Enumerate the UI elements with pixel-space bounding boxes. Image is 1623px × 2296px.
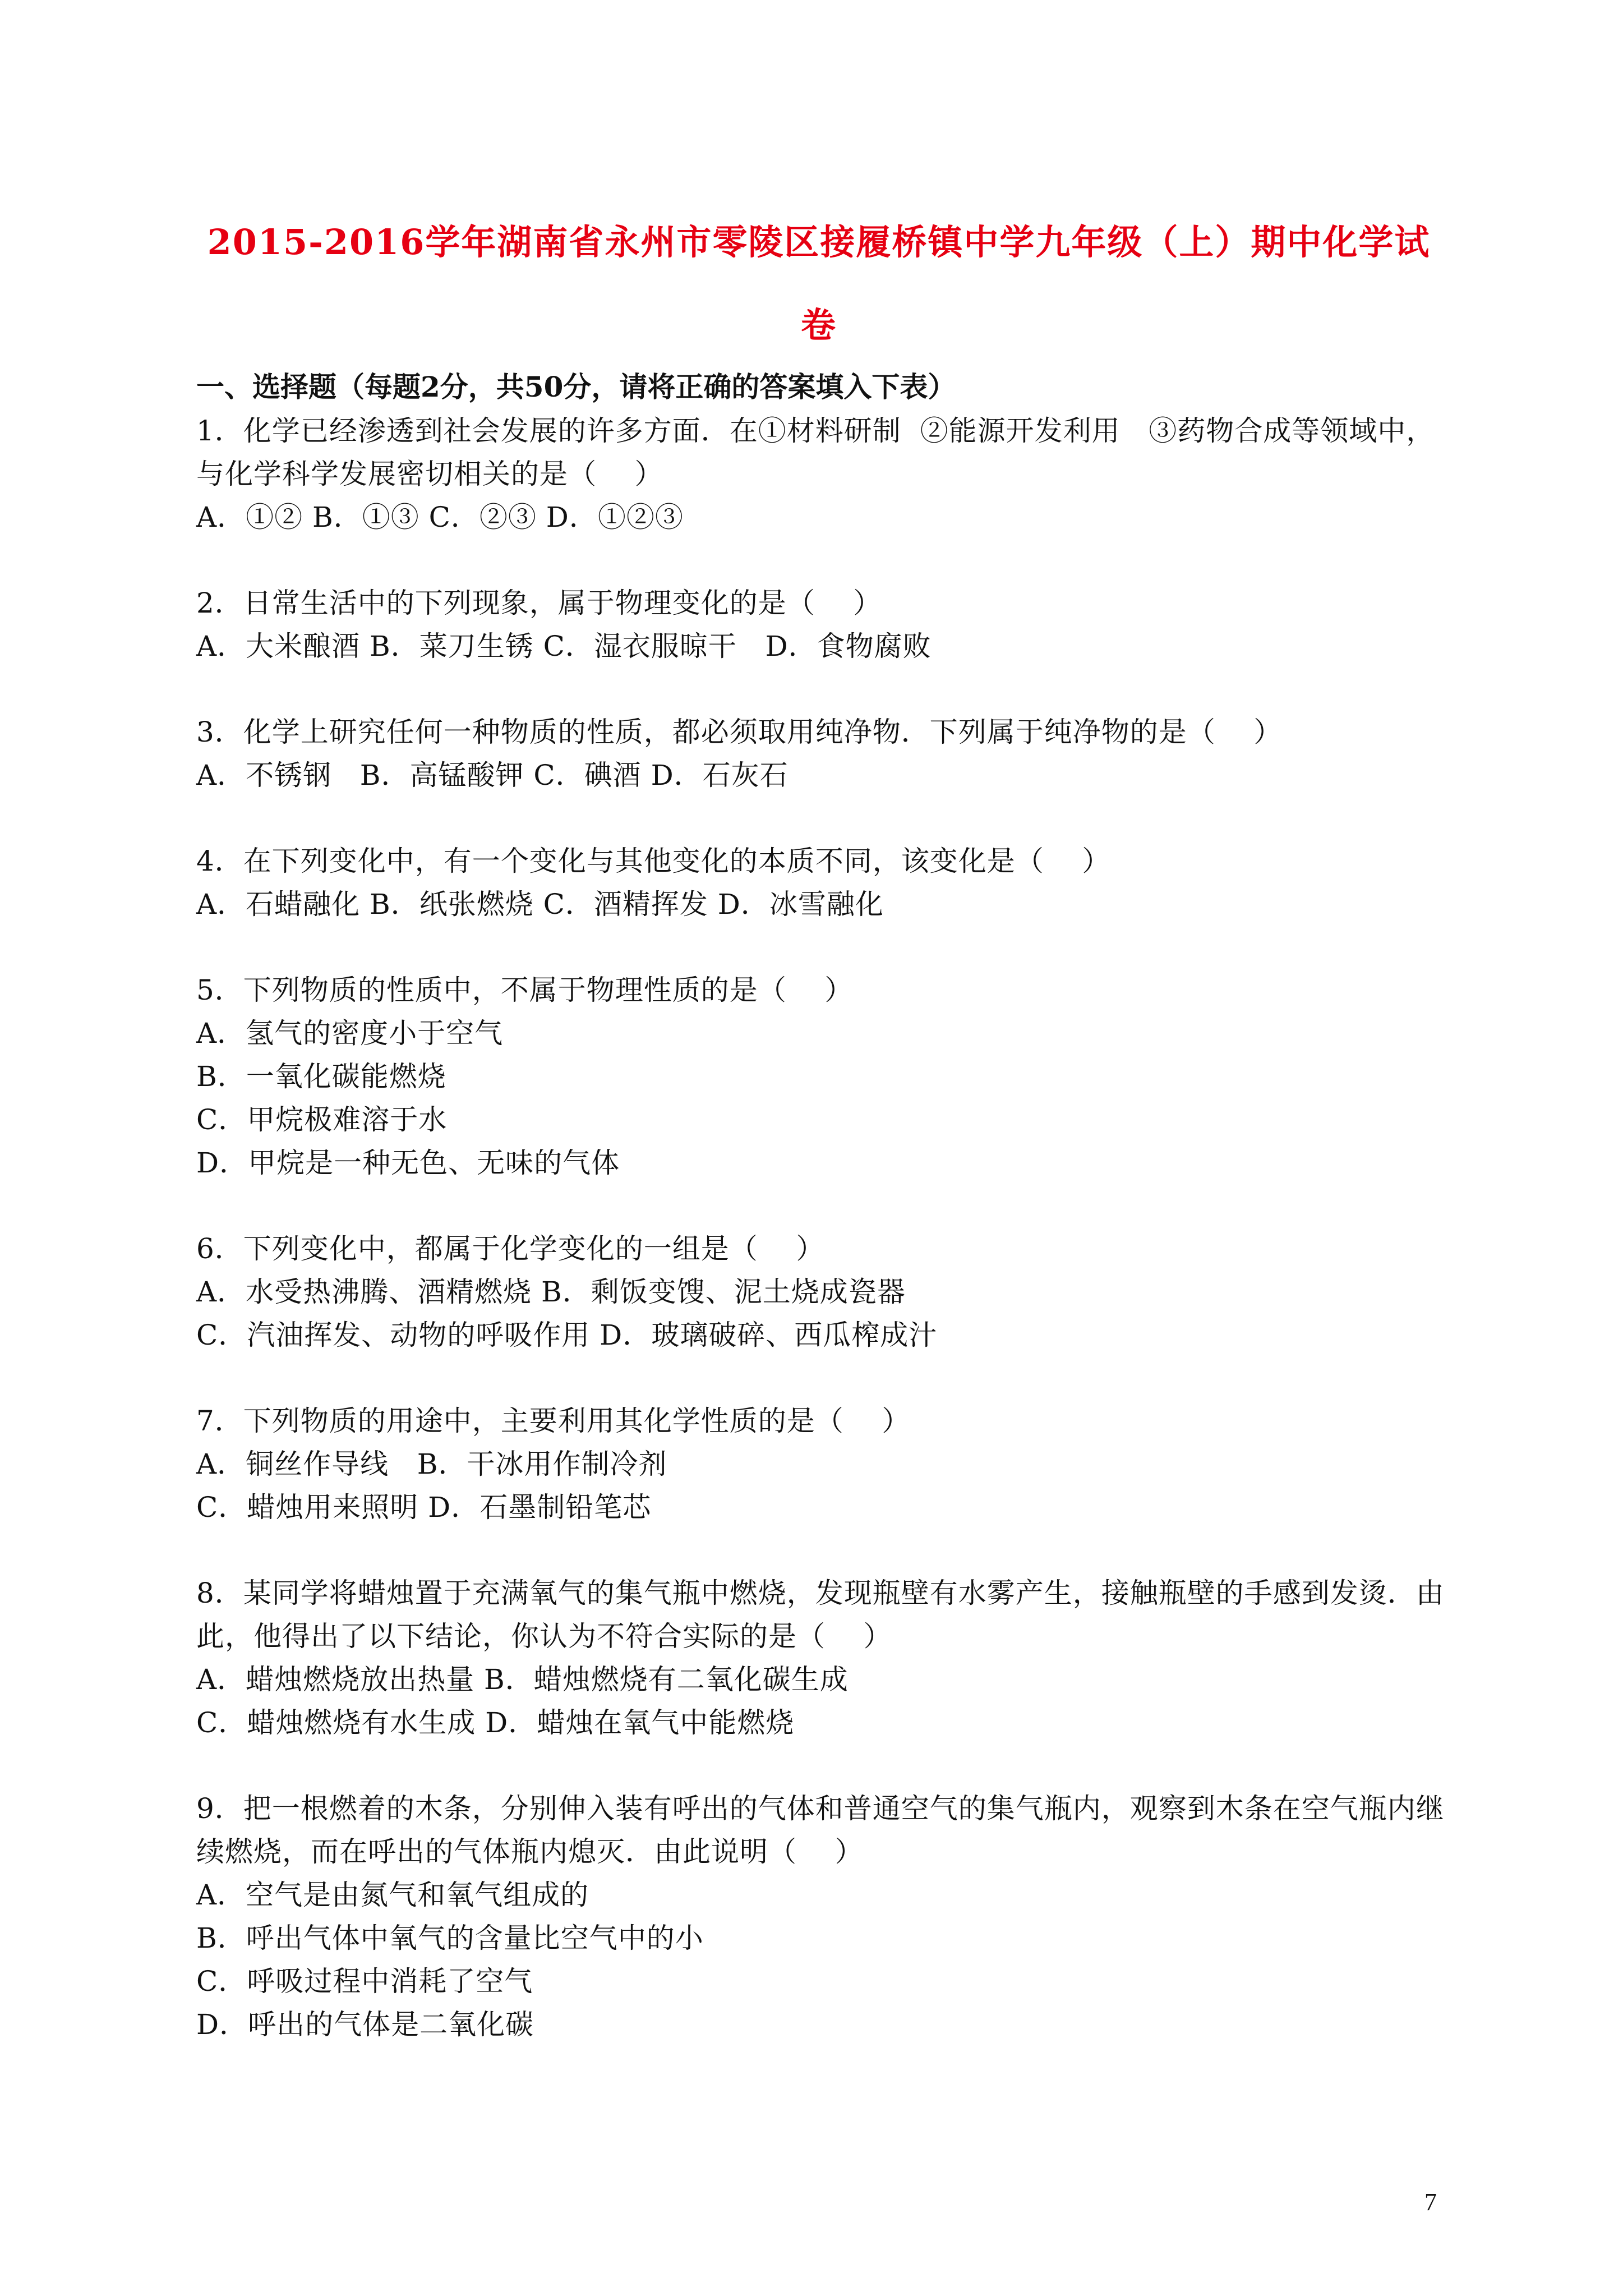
question-8-options-cd: C．蜡烛燃烧有水生成 D．蜡烛在氧气中能燃烧 <box>196 1706 795 1739</box>
question-6-options-cd: C．汽油挥发、动物的呼吸作用 D．玻璃破碎、西瓜榨成汁 <box>196 1319 938 1351</box>
question-8-stem-line-2: 此，他得出了以下结论，你认为不符合实际的是（ ） <box>196 1620 892 1653</box>
question-2-options: A．大米酿酒 B．菜刀生锈 C．湿衣服晾干 D．食物腐败 <box>196 630 932 662</box>
question-9-option-d: D．呼出的气体是二氧化碳 <box>196 2008 534 2041</box>
question-9-stem-line-1: 9．把一根燃着的木条，分别伸入装有呼出的气体和普通空气的集气瓶内，观察到木条在空气瓶内继 <box>196 1792 1445 1825</box>
question-9-stem-line-2: 续燃烧，而在呼出的气体瓶内熄灭．由此说明（ ） <box>196 1835 864 1868</box>
question-6-options-ab: A．水受热沸腾、酒精燃烧 B．剩饭变馊、泥土烧成瓷器 <box>196 1276 906 1308</box>
question-3-options: A．不锈钢 B．高锰酸钾 C．碘酒 D．石灰石 <box>196 759 789 792</box>
question-9-option-b: B．呼出气体中氧气的含量比空气中的小 <box>196 1922 704 1954</box>
section-heading: 一、选择题（每题2分，共50分，请将正确的答案填入下表） <box>196 370 956 403</box>
question-2-stem: 2．日常生活中的下列现象，属于物理变化的是（ ） <box>196 587 882 619</box>
question-6-stem: 6．下列变化中，都属于化学变化的一组是（ ） <box>196 1232 825 1265</box>
question-8-options-ab: A．蜡烛燃烧放出热量 B．蜡烛燃烧有二氧化碳生成 <box>196 1663 849 1696</box>
question-4-stem: 4．在下列变化中，有一个变化与其他变化的本质不同，该变化是（ ） <box>196 845 1111 877</box>
question-7-options-cd: C．蜡烛用来照明 D．石墨制铅笔芯 <box>196 1491 652 1524</box>
question-9-option-c: C．呼吸过程中消耗了空气 <box>196 1965 533 1998</box>
question-1-stem-line-2: 与化学科学发展密切相关的是（ ） <box>196 458 663 490</box>
question-1-options: A．①② B．①③ C．②③ D．①②③ <box>196 501 684 533</box>
question-7-options-ab: A．铜丝作导线 B．干冰用作制冷剂 <box>196 1448 667 1480</box>
question-7-stem: 7．下列物质的用途中，主要利用其化学性质的是（ ） <box>196 1405 911 1437</box>
page-number: 7 <box>1424 2188 1437 2216</box>
exam-title-line-1: 2015-2016学年湖南省永州市零陵区接履桥镇中学九年级（上）期中化学试 <box>207 222 1431 263</box>
question-3-stem: 3．化学上研究任何一种物质的性质，都必须取用纯净物．下列属于纯净物的是（ ） <box>196 716 1283 748</box>
question-5-option-d: D．甲烷是一种无色、无味的气体 <box>196 1147 620 1179</box>
question-5-option-c: C．甲烷极难溶于水 <box>196 1103 448 1136</box>
question-8-stem-line-1: 8．某同学将蜡烛置于充满氧气的集气瓶中燃烧，发现瓶壁有水雾产生，接触瓶壁的手感到发烫．由 <box>196 1577 1445 1609</box>
exam-title-line-2: 卷 <box>800 305 837 346</box>
question-5-option-b: B．一氧化碳能燃烧 <box>196 1060 446 1093</box>
question-9-option-a: A．空气是由氮气和氧气组成的 <box>196 1879 589 1911</box>
question-5-option-a: A．氢气的密度小于空气 <box>196 1017 504 1050</box>
question-4-options: A．石蜡融化 B．纸张燃烧 C．酒精挥发 D．冰雪融化 <box>196 888 884 921</box>
question-1-stem-line-1: 1．化学已经渗透到社会发展的许多方面．在①材料研制 ②能源开发利用 ③药物合成等领域中， <box>196 415 1435 447</box>
question-5-stem: 5．下列物质的性质中，不属于物理性质的是（ ） <box>196 974 854 1006</box>
